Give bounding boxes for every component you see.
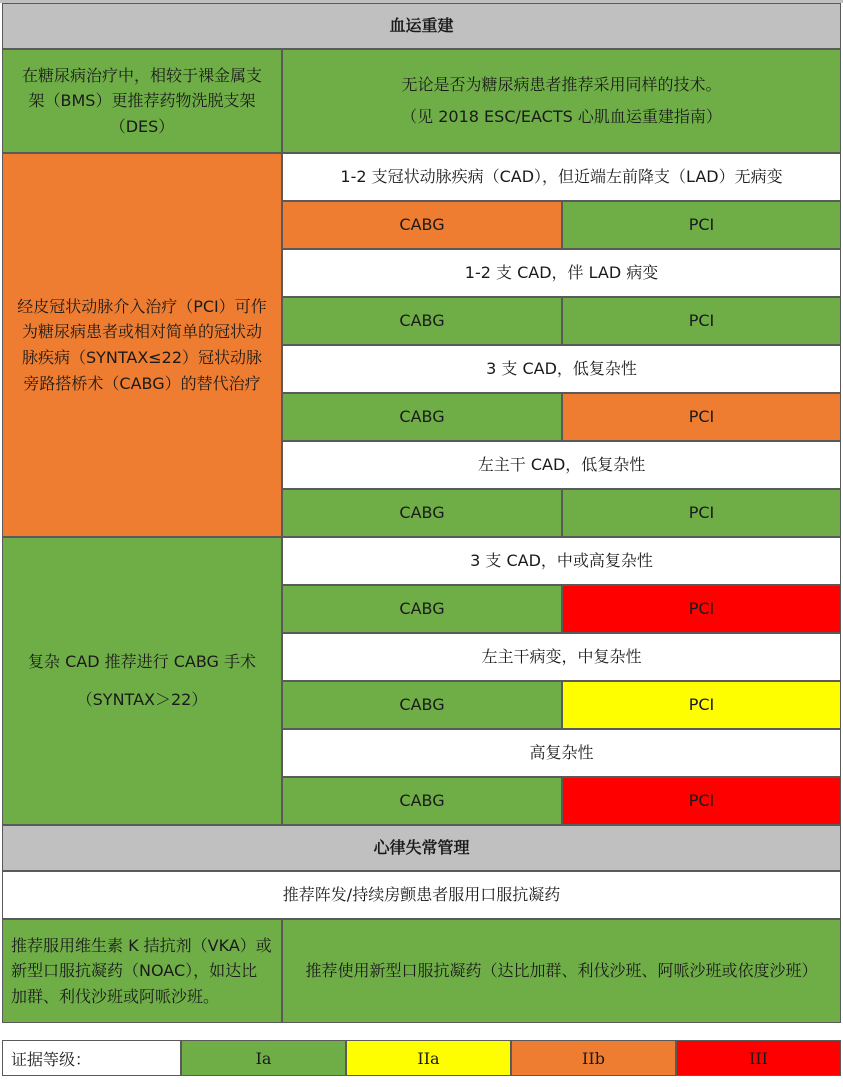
scenario-pci-cell: PCI [562, 681, 841, 729]
des-text-cell [282, 49, 841, 153]
scenario-pci-cell: PCI [562, 393, 841, 441]
scenario-pci-cell: PCI [562, 201, 841, 249]
scenario-pci-cell: PCI [562, 777, 841, 825]
scenario-label: 3 支 CAD，中或高复杂性 [282, 537, 841, 585]
vka-noac-label-cell: 推荐服用维生素 K 拮抗剂（VKA）或新型口服抗凝药（NOAC），如达比加群、利伐沙班或阿哌沙班。 [2, 919, 282, 1023]
legend-item-iib: IIb [511, 1040, 676, 1076]
scenario-cabg-cell: CABG [282, 585, 562, 633]
des-text-line-2: （见 2018 ESC/EACTS 心肌血运重建指南） [401, 107, 722, 126]
section-header-revasc: 血运重建 [2, 3, 841, 49]
scenario-label: 左主干病变，中复杂性 [282, 633, 841, 681]
des-text-line-1: 无论是否为糖尿病患者推荐采用同样的技术。 [401, 75, 722, 95]
scenario-cabg-cell: CABG [282, 297, 562, 345]
complex-cad-label-cell [2, 537, 282, 825]
legend-item-iia: IIa [346, 1040, 511, 1076]
noac-recommendation-cell: 推荐使用新型口服抗凝药（达比加群、利伐沙班、阿哌沙班或依度沙班） [282, 919, 841, 1023]
pci-alternative-label-cell: 经皮冠状动脉介入治疗（PCI）可作为糖尿病患者或相对简单的冠状动脉疾病（SYNTAX≤22）冠状动脉旁路搭桥术（CABG）的替代治疗 [2, 153, 282, 537]
scenario-label: 1-2 支冠状动脉疾病（CAD），但近端左前降支（LAD）无病变 [282, 153, 841, 201]
complex-cad-line-2: （SYNTAX＞22） [76, 690, 208, 709]
scenario-cabg-cell: CABG [282, 201, 562, 249]
scenario-cabg-cell: CABG [282, 489, 562, 537]
des-label-cell: 在糖尿病治疗中，相较于裸金属支架（BMS）更推荐药物洗脱支架（DES） [2, 49, 282, 153]
scenario-label: 3 支 CAD，低复杂性 [282, 345, 841, 393]
complex-cad-line-1: 复杂 CAD 推荐进行 CABG 手术 [28, 652, 256, 672]
scenario-label: 1-2 支 CAD，伴 LAD 病变 [282, 249, 841, 297]
legend-item-iii: III [676, 1040, 841, 1076]
scenario-pci-cell: PCI [562, 297, 841, 345]
scenario-cabg-cell: CABG [282, 393, 562, 441]
scenario-pci-cell: PCI [562, 489, 841, 537]
scenario-pci-cell: PCI [562, 585, 841, 633]
legend-label: 证据等级： [2, 1040, 181, 1076]
legend-item-ia: Ia [181, 1040, 346, 1076]
scenario-cabg-cell: CABG [282, 681, 562, 729]
scenario-label: 高复杂性 [282, 729, 841, 777]
anticoagulant-recommendation-row: 推荐阵发/持续房颤患者服用口服抗凝药 [2, 871, 841, 919]
scenario-cabg-cell: CABG [282, 777, 562, 825]
section-header-arrhythmia: 心律失常管理 [2, 825, 841, 871]
scenario-label: 左主干 CAD，低复杂性 [282, 441, 841, 489]
